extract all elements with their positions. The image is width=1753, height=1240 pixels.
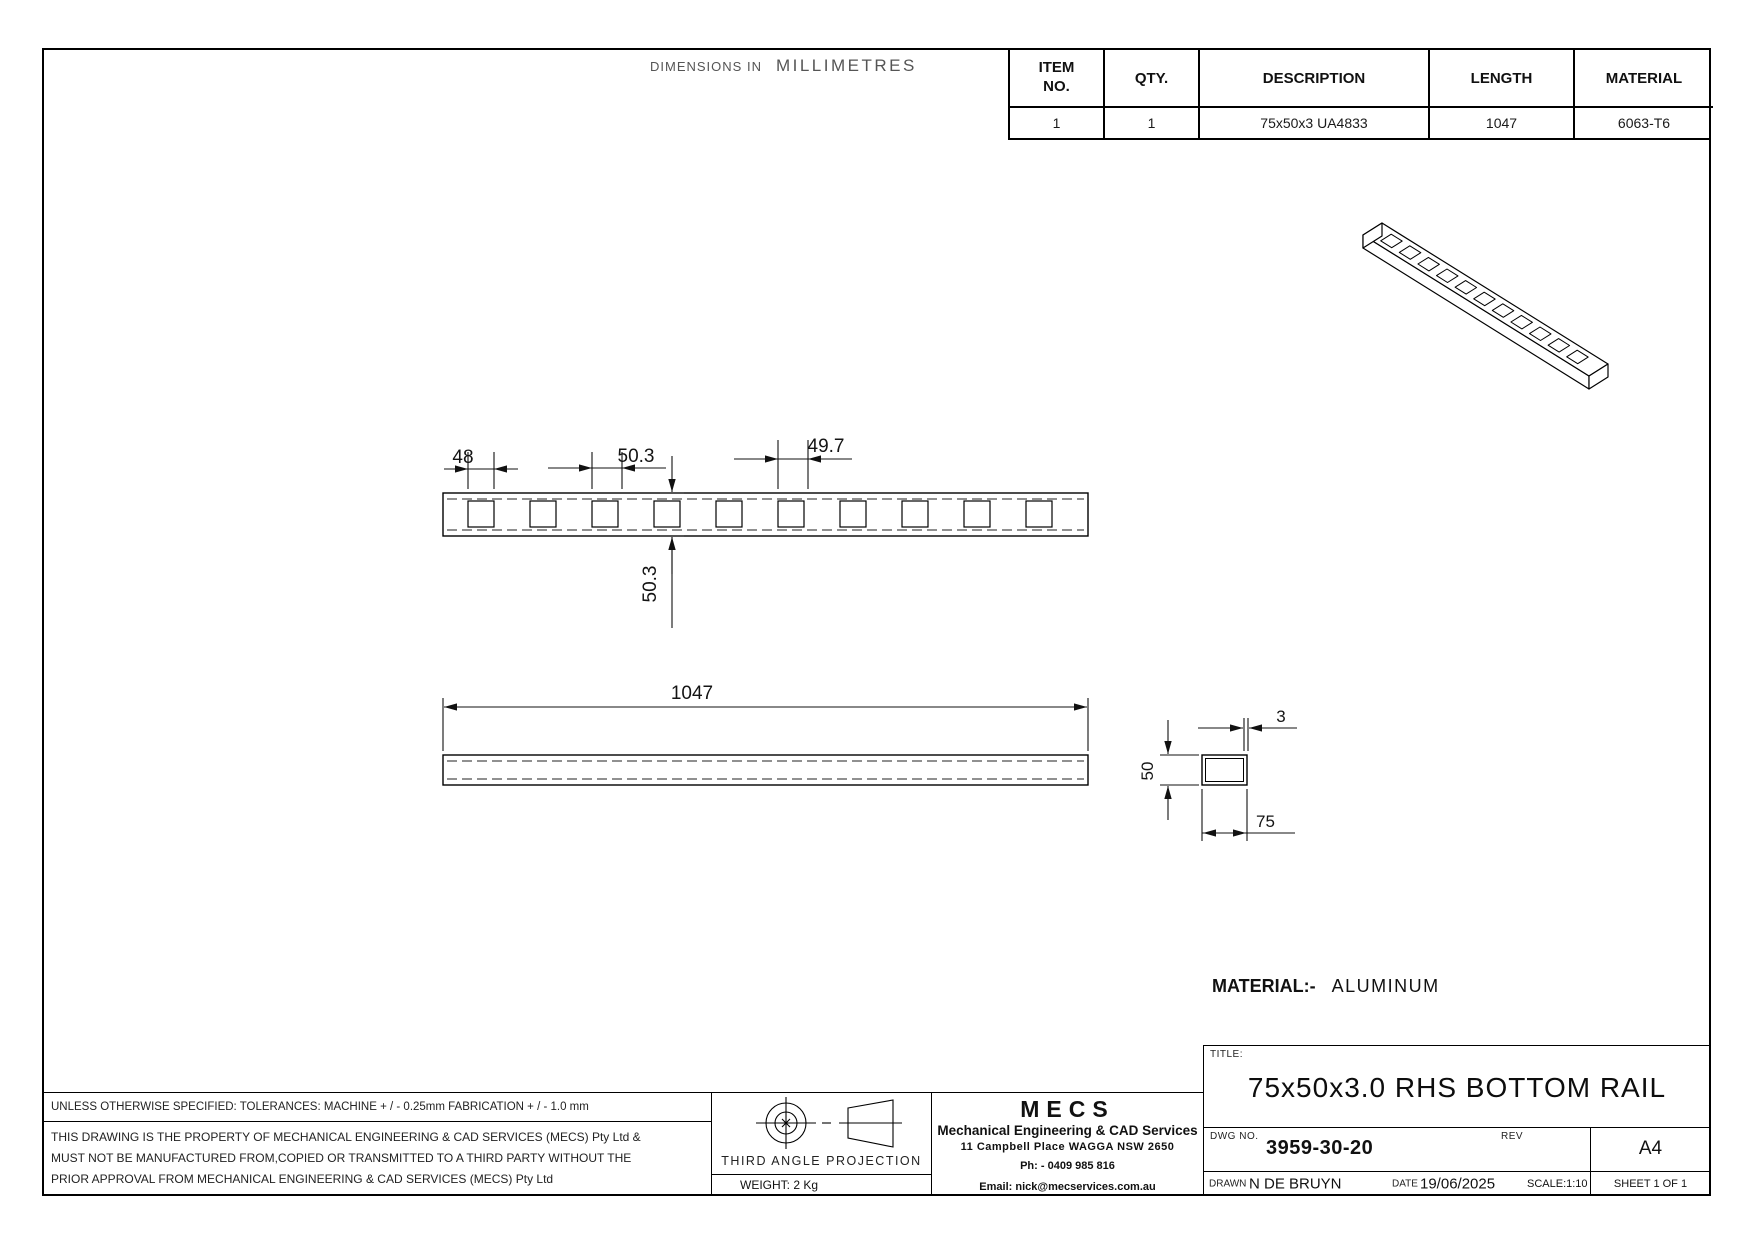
dim-hole-width: 48 — [452, 447, 474, 468]
title-row — [1204, 1046, 1710, 1128]
title-label: TITLE: — [1210, 1049, 1244, 1060]
material-note — [1212, 976, 1440, 997]
units-note-value: MILLIMETRES — [775, 56, 917, 75]
sheet-number: SHEET 1 OF 1 — [1613, 1177, 1688, 1190]
units-note-prefix: DIMENSIONS IN — [650, 59, 762, 74]
dim-profile-depth: 50.3 — [640, 565, 661, 603]
dwg-row — [1204, 1128, 1710, 1173]
top-view — [443, 436, 1088, 628]
company-email: Email: nick@mecservices.com.au — [979, 1181, 1156, 1193]
drawn-label: DRAWN — [1209, 1178, 1247, 1190]
date-value: 19/06/2025 — [1420, 1175, 1496, 1193]
property-note-line3: PRIOR APPROVAL FROM MECHANICAL ENGINEERING & CAD SERVICES (MECS) Pty Ltd — [51, 1172, 554, 1186]
dim-section-height: 50 — [1138, 761, 1157, 781]
front-view-dimensions — [443, 698, 1088, 751]
parts-table-header-material: MATERIAL — [1575, 50, 1713, 108]
scale-value: SCALE:1:10 — [1527, 1177, 1588, 1190]
rev-label: REV — [1501, 1130, 1524, 1142]
parts-table-header-length: LENGTH — [1430, 50, 1575, 108]
end-view — [1138, 707, 1297, 841]
projection-block — [711, 1092, 932, 1196]
front-view — [443, 683, 1088, 785]
date-label: DATE — [1392, 1178, 1418, 1190]
dim-wall-thickness: 3 — [1276, 707, 1286, 726]
dim-length: 1047 — [670, 683, 714, 704]
drawing-title: 75x50x3.0 RHS BOTTOM RAIL — [1247, 1072, 1667, 1103]
dwg-no-label: DWG NO. — [1210, 1130, 1259, 1142]
company-address: 11 Campbell Place WAGGA NSW 2650 — [960, 1141, 1175, 1153]
parts-table-cell-material: 6063-T6 — [1617, 115, 1671, 131]
material-note-label: MATERIAL:- — [1212, 976, 1316, 996]
parts-table-header-qty: QTY. — [1105, 50, 1200, 108]
parts-table-header-item: ITEM NO. — [1010, 50, 1105, 108]
title-block — [1203, 1045, 1711, 1196]
projection-label: THIRD ANGLE PROJECTION — [721, 1154, 922, 1168]
third-angle-symbol-icon — [712, 1093, 931, 1154]
parts-table-cell-length: 1047 — [1430, 108, 1575, 138]
parts-table-cell-item: 1 — [1010, 108, 1105, 138]
property-note-line2: MUST NOT BE MANUFACTURED FROM,COPIED OR TRANSMITTED TO A THIRD PARTY WITHOUT THE — [51, 1151, 632, 1165]
parts-table-cell-qty: 1 — [1105, 108, 1200, 138]
drawn-by: N DE BRUYN — [1249, 1175, 1342, 1193]
property-note-line1: THIS DRAWING IS THE PROPERTY OF MECHANICAL ENGINEERING & CAD SERVICES (MECS) Pty Ltd & — [51, 1130, 641, 1144]
company-block — [931, 1092, 1204, 1196]
tolerance-note — [42, 1092, 712, 1122]
dim-section-width: 75 — [1256, 812, 1275, 831]
drawn-row — [1204, 1172, 1710, 1196]
paper-size: A4 — [1638, 1138, 1663, 1160]
property-note — [42, 1121, 712, 1196]
company-logo: MECS — [1020, 1096, 1115, 1122]
isometric-view — [1363, 223, 1608, 389]
dim-hole-pitch: 50.3 — [617, 446, 655, 467]
tolerance-note-text: UNLESS OTHERWISE SPECIFIED: TOLERANCES: MACHINE + / - 0.25mm FABRICATION + / - 1.0 mm — [51, 1101, 589, 1113]
weight-note: WEIGHT: 2 Kg — [712, 1174, 931, 1195]
material-note-value: ALUMINUM — [1331, 976, 1440, 996]
dwg-no-value: 3959-30-20 — [1266, 1136, 1374, 1159]
dim-hole-pitch2: 49.7 — [807, 436, 845, 457]
company-name: Mechanical Engineering & CAD Services — [937, 1123, 1198, 1138]
parts-table-cell-description: 75x50x3 UA4833 — [1200, 108, 1430, 138]
parts-table-header-description: DESCRIPTION — [1200, 50, 1430, 108]
company-phone: Ph: - 0409 985 816 — [1020, 1160, 1115, 1172]
